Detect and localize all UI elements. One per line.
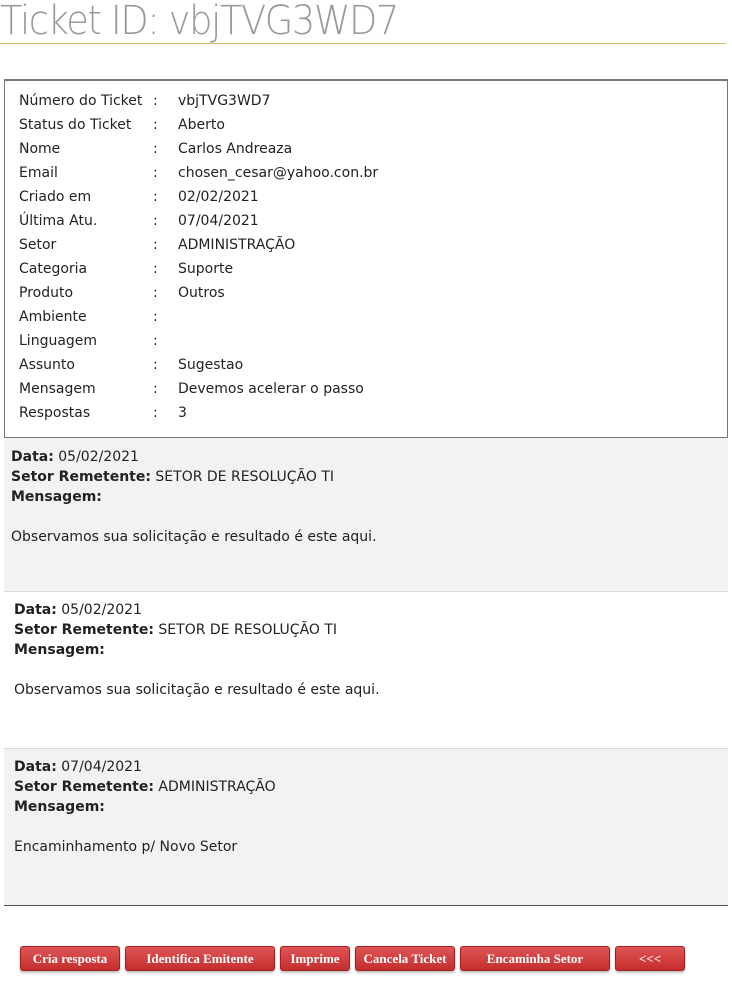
reply-message-text: Observamos sua solicitação e resultado é este aqui. (11, 529, 377, 545)
reply-sender-label: Setor Remetente: (11, 469, 151, 485)
info-value: 3 (178, 405, 187, 421)
info-label: Assunto (19, 357, 75, 373)
info-label: Nome (19, 141, 61, 157)
back-button[interactable]: <<< (615, 946, 685, 971)
reply-date-label: Data: (14, 759, 57, 775)
info-label: Número do Ticket (19, 93, 143, 109)
info-separator: : (153, 333, 158, 349)
info-value: ADMINISTRAÇÃO (178, 237, 296, 253)
info-value: 07/04/2021 (178, 213, 259, 229)
info-label: Mensagem (19, 381, 96, 397)
info-label: Email (19, 165, 58, 181)
reply-sender-label: Setor Remetente: (14, 779, 154, 795)
info-value: Outros (178, 285, 225, 301)
info-value: Sugestao (178, 357, 244, 373)
info-separator: : (153, 405, 158, 421)
reply-sender (11, 467, 334, 487)
info-value: Suporte (178, 261, 234, 277)
info-separator: : (153, 93, 158, 109)
reply-message-heading (14, 797, 105, 817)
reply-sender (14, 620, 337, 640)
info-separator: : (153, 381, 158, 397)
info-separator: : (153, 309, 158, 325)
reply-message-text: Observamos sua solicitação e resultado é este aqui. (14, 682, 380, 698)
info-separator: : (153, 213, 158, 229)
reply-sender-value: SETOR DE RESOLUÇÃO TI (155, 469, 335, 485)
info-label: Última Atu. (19, 213, 98, 229)
cria-resposta-button[interactable]: Cria resposta (20, 946, 120, 971)
replies-bottom-divider (4, 905, 728, 906)
info-label: Respostas (19, 405, 91, 421)
info-value: chosen_cesar@yahoo.con.br (178, 165, 379, 181)
cancela-ticket-button[interactable]: Cancela Ticket (355, 946, 455, 971)
encaminha-setor-button[interactable]: Encaminha Setor (460, 946, 610, 971)
reply-date-value: 05/02/2021 (61, 602, 142, 618)
reply-message-heading (14, 640, 105, 660)
info-value: vbjTVG3WD7 (178, 93, 271, 109)
info-separator: : (153, 141, 158, 157)
reply-card (4, 592, 728, 748)
reply-date-label: Data: (11, 449, 54, 465)
identifica-emitente-button[interactable]: Identifica Emitente (125, 946, 275, 971)
info-label: Linguagem (19, 333, 98, 349)
reply-message-label: Mensagem: (14, 642, 105, 658)
info-label: Criado em (19, 189, 92, 205)
reply-sender-label: Setor Remetente: (14, 622, 154, 638)
reply-sender (14, 777, 276, 797)
reply-message-label: Mensagem: (14, 799, 105, 815)
info-label: Categoria (19, 261, 88, 277)
reply-date-label: Data: (14, 602, 57, 618)
info-value: Carlos Andreaza (178, 141, 293, 157)
reply-message-label: Mensagem: (11, 489, 102, 505)
reply-date-value: 07/04/2021 (61, 759, 142, 775)
reply-card (4, 749, 728, 905)
reply-date (14, 757, 142, 777)
ticket-info-panel (4, 79, 728, 438)
info-value: 02/02/2021 (178, 189, 259, 205)
info-label: Status do Ticket (19, 117, 132, 133)
info-separator: : (153, 237, 158, 253)
reply-sender-value: SETOR DE RESOLUÇÃO TI (158, 622, 338, 638)
page-title: Ticket ID: vbjTVG3WD7 (0, 0, 726, 44)
info-separator: : (153, 165, 158, 181)
reply-sender-value: ADMINISTRAÇÃO (158, 779, 276, 795)
info-separator: : (153, 189, 158, 205)
reply-card (4, 438, 728, 591)
info-separator: : (153, 285, 158, 301)
info-separator: : (153, 357, 158, 373)
info-label: Produto (19, 285, 74, 301)
info-separator: : (153, 261, 158, 277)
info-label: Ambiente (19, 309, 87, 325)
info-label: Setor (19, 237, 57, 253)
reply-message-text: Encaminhamento p/ Novo Setor (14, 839, 238, 855)
imprime-button[interactable]: Imprime (280, 946, 350, 971)
reply-date (14, 600, 142, 620)
reply-message-heading (11, 487, 102, 507)
info-value: Devemos acelerar o passo (178, 381, 364, 397)
info-separator: : (153, 117, 158, 133)
reply-date-value: 05/02/2021 (58, 449, 139, 465)
info-value: Aberto (178, 117, 225, 133)
reply-date (11, 447, 139, 467)
